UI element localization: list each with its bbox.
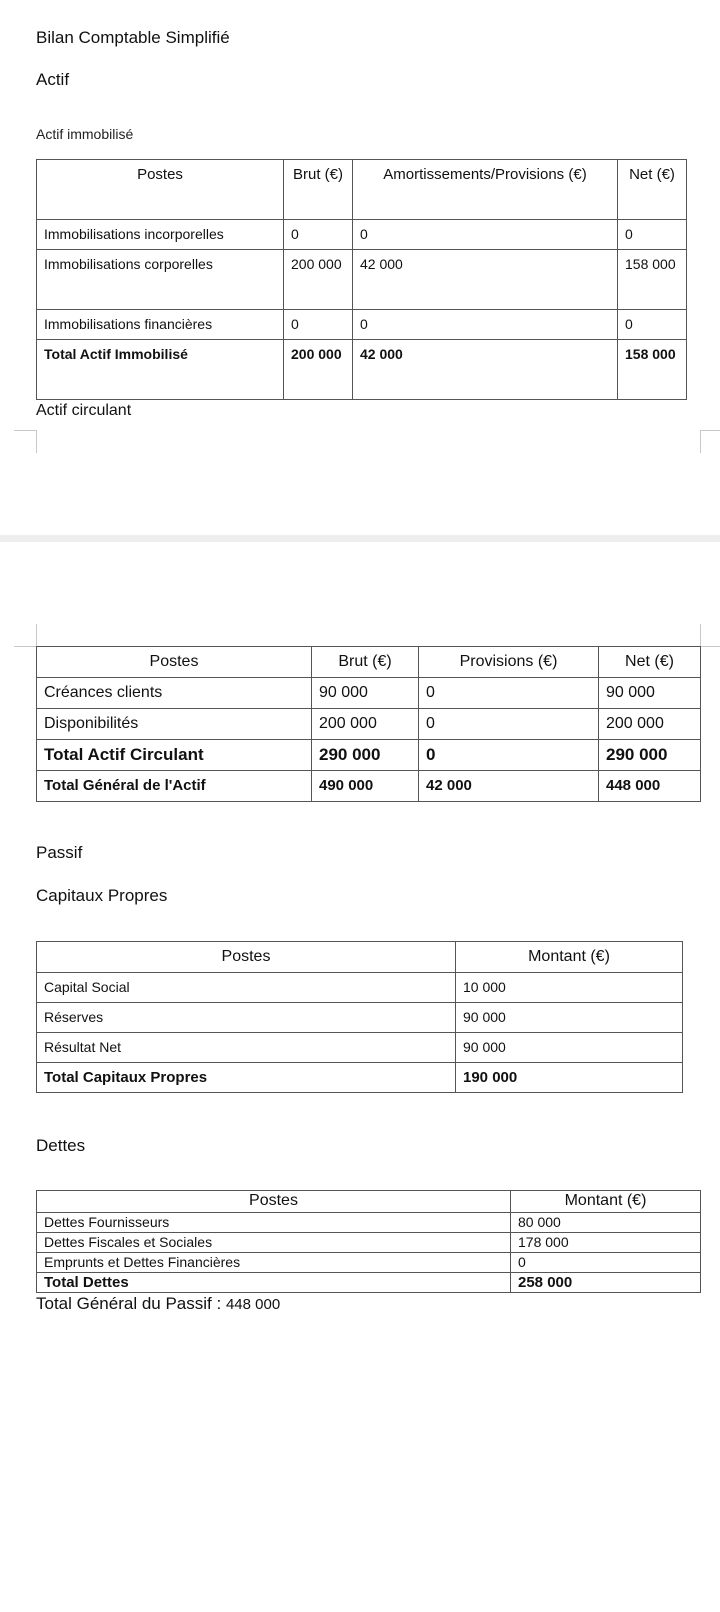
col-header-net: Net (€) [599, 647, 701, 678]
cell-prov: 0 [419, 678, 599, 709]
table-row [37, 1033, 683, 1063]
page-break [0, 535, 720, 542]
total-general-passif [36, 1294, 280, 1314]
cell-montant: 178 000 [511, 1233, 701, 1253]
cell-brut: 90 000 [312, 678, 419, 709]
table-total-row [37, 740, 701, 771]
table-row [37, 1003, 683, 1033]
col-header-postes: Postes [37, 160, 284, 220]
table-row [37, 709, 701, 740]
table-actif-circulant [36, 646, 701, 802]
cell-brut: 290 000 [312, 740, 419, 771]
cell-montant: 258 000 [511, 1273, 701, 1293]
col-header-montant: Montant (€) [511, 1191, 701, 1213]
cell-net: 290 000 [599, 740, 701, 771]
cell-poste: Immobilisations incorporelles [37, 220, 284, 250]
cell-montant: 90 000 [456, 1003, 683, 1033]
col-header-brut: Brut (€) [312, 647, 419, 678]
cell-poste: Créances clients [37, 678, 312, 709]
table-row [37, 678, 701, 709]
col-header-montant: Montant (€) [456, 942, 683, 973]
table-row [37, 250, 687, 310]
cell-brut: 200 000 [284, 250, 353, 310]
table-row [37, 1233, 701, 1253]
table-row [37, 973, 683, 1003]
cell-poste: Emprunts et Dettes Financières [37, 1253, 511, 1273]
cell-poste: Disponibilités [37, 709, 312, 740]
table-header-row [37, 942, 683, 973]
cell-poste: Résultat Net [37, 1033, 456, 1063]
cell-net: 158 000 [618, 250, 687, 310]
cell-amort: 0 [353, 310, 618, 340]
table-row [37, 1213, 701, 1233]
cell-poste: Total Actif Circulant [37, 740, 312, 771]
heading-actif: Actif [36, 70, 70, 89]
table-header-row [37, 160, 687, 220]
cell-amort: 42 000 [353, 340, 618, 400]
heading-passif: Passif [36, 843, 83, 862]
cell-net: 0 [618, 220, 687, 250]
total-general-passif-value: 448 000 [225, 1296, 281, 1313]
cell-poste: Total Dettes [37, 1273, 511, 1293]
table-row [37, 310, 687, 340]
cell-poste: Dettes Fournisseurs [37, 1213, 511, 1233]
cell-montant: 10 000 [456, 973, 683, 1003]
table-capitaux-propres [36, 941, 683, 1093]
cell-poste: Capital Social [37, 973, 456, 1003]
cell-brut: 0 [284, 220, 353, 250]
table-total-row [37, 1273, 701, 1293]
total-general-passif-label: Total Général du Passif : [36, 1294, 226, 1313]
cell-poste: Dettes Fiscales et Sociales [37, 1233, 511, 1253]
col-header-postes: Postes [37, 1191, 511, 1213]
heading-actif-circulant: Actif circulant [36, 402, 132, 419]
cell-brut: 0 [284, 310, 353, 340]
col-header-brut: Brut (€) [284, 160, 353, 220]
cell-poste: Réserves [37, 1003, 456, 1033]
cell-net: 0 [618, 310, 687, 340]
cell-montant: 0 [511, 1253, 701, 1273]
cell-net: 90 000 [599, 678, 701, 709]
cell-amort: 0 [353, 220, 618, 250]
table-row [37, 1253, 701, 1273]
page-corner-mark [700, 430, 720, 453]
heading-actif-immobilise: Actif immobilisé [36, 126, 134, 142]
heading-capitaux-propres: Capitaux Propres [36, 886, 168, 905]
table-header-row [37, 647, 701, 678]
document-title: Bilan Comptable Simplifié [36, 28, 230, 47]
page-corner-mark [700, 624, 720, 647]
table-actif-immobilise [36, 159, 687, 400]
cell-poste: Total Actif Immobilisé [37, 340, 284, 400]
table-total-row [37, 771, 701, 802]
cell-montant: 90 000 [456, 1033, 683, 1063]
col-header-net: Net (€) [618, 160, 687, 220]
col-header-amortissements: Amortissements/Provisions (€) [353, 160, 618, 220]
cell-amort: 42 000 [353, 250, 618, 310]
cell-net: 158 000 [618, 340, 687, 400]
table-total-row [37, 1063, 683, 1093]
page-corner-mark [14, 624, 37, 647]
heading-dettes: Dettes [36, 1136, 86, 1155]
cell-brut: 200 000 [312, 709, 419, 740]
col-header-postes: Postes [37, 647, 312, 678]
cell-brut: 200 000 [284, 340, 353, 400]
table-dettes [36, 1190, 701, 1293]
table-row [37, 220, 687, 250]
table-total-row [37, 340, 687, 400]
cell-prov: 0 [419, 740, 599, 771]
cell-net: 448 000 [599, 771, 701, 802]
cell-poste: Immobilisations financières [37, 310, 284, 340]
cell-montant: 190 000 [456, 1063, 683, 1093]
cell-brut: 490 000 [312, 771, 419, 802]
col-header-postes: Postes [37, 942, 456, 973]
cell-poste: Total Général de l'Actif [37, 771, 312, 802]
cell-prov: 0 [419, 709, 599, 740]
cell-prov: 42 000 [419, 771, 599, 802]
cell-net: 200 000 [599, 709, 701, 740]
col-header-provisions: Provisions (€) [419, 647, 599, 678]
page-corner-mark [14, 430, 37, 453]
cell-poste: Total Capitaux Propres [37, 1063, 456, 1093]
cell-montant: 80 000 [511, 1213, 701, 1233]
cell-poste: Immobilisations corporelles [37, 250, 284, 310]
table-header-row [37, 1191, 701, 1213]
